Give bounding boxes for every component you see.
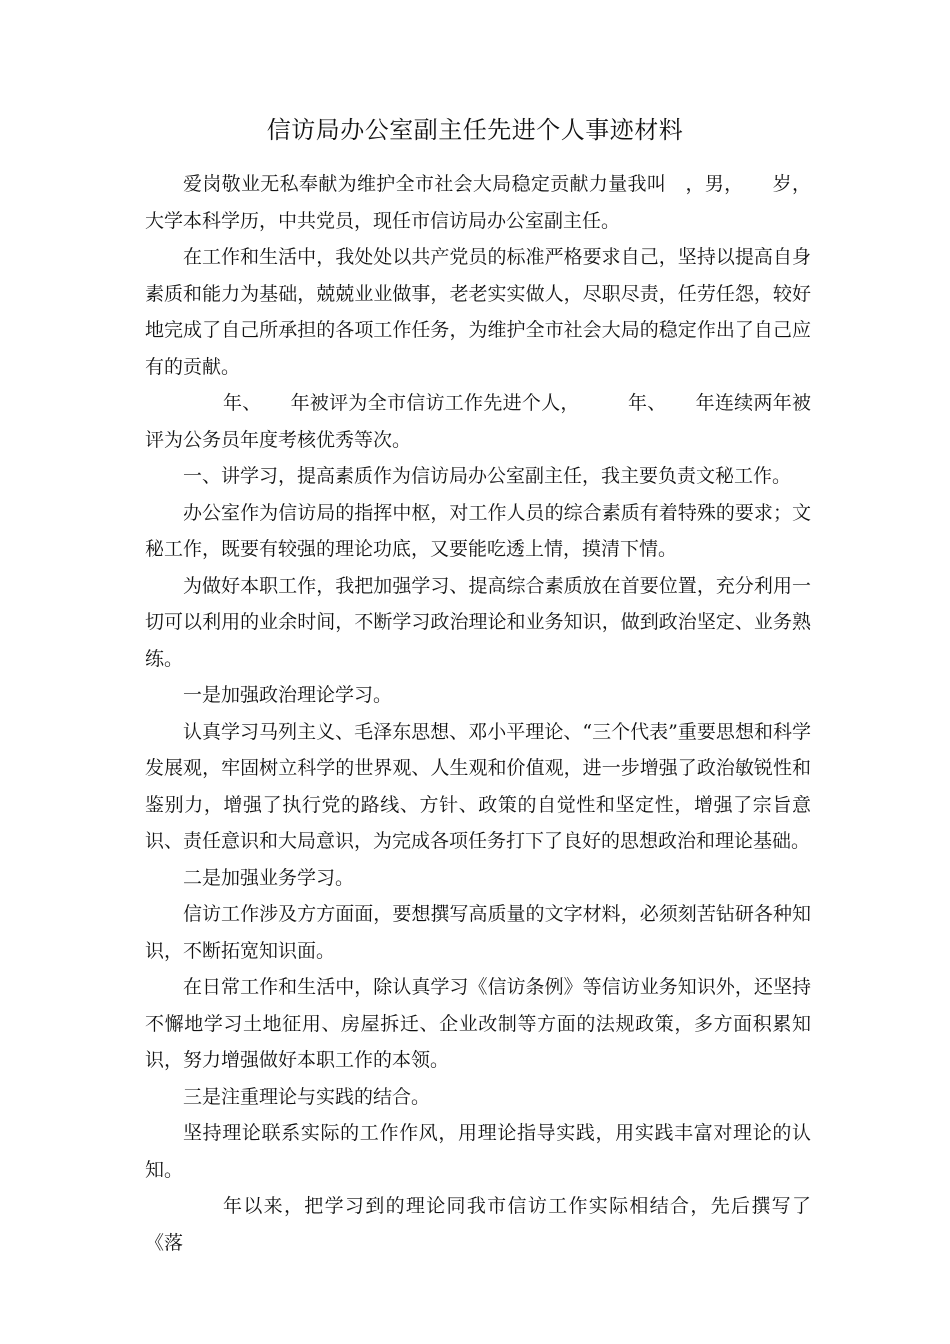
document-title: 信访局办公室副主任先进个人事迹材料: [266, 116, 684, 144]
paragraph-business-study: 信访工作涉及方方面面，要想撰写高质量的文字材料，必须刻苦钻研各种知识，不断拓宽知识面。: [145, 903, 811, 962]
paragraph-study-priority: 为做好本职工作，我把加强学习、提高综合素质放在首要位置，充分利用一切可以利用的业余时间，不断学习政治理论和业务知识，做到政治坚定、业务熟练。: [145, 574, 811, 670]
paragraph-honors: 年、 年被评为全市信访工作先进个人， 年、 年连续两年被评为公务员年度考核优秀等次。: [145, 392, 811, 451]
paragraph-intro: 爱岗敬业无私奉献为维护全市社会大局稳定贡献力量我叫 ，男， 岁，大学本科学历，中共党员，现任市信访局办公室副主任。: [145, 173, 811, 232]
paragraph-political-study-heading: 一是加强政治理论学习。: [183, 684, 393, 706]
paragraph-writings: 年以来，把学习到的理论同我市信访工作实际相结合，先后撰写了《落: [145, 1195, 811, 1254]
paragraph-section-one-heading: 一、讲学习，提高素质作为信访局办公室副主任，我主要负责文秘工作。: [183, 465, 792, 487]
paragraph-theory-practice: 坚持理论联系实际的工作作风，用理论指导实践，用实践丰富对理论的认知。: [145, 1122, 811, 1181]
document-body: [145, 166, 811, 1261]
paragraph-business-study-heading: 二是加强业务学习。: [183, 866, 355, 889]
paragraph-theory-practice-heading: 三是注重理论与实践的结合。: [183, 1085, 431, 1108]
paragraph-regulations-study: 在日常工作和生活中，除认真学习《信访条例》等信访业务知识外，还坚持不懈地学习土地征用、房屋拆迁、企业改制等方面的法规政策，多方面积累知识，努力增强做好本职工作的本领。: [145, 976, 811, 1071]
paragraph-political-study: 认真学习马列主义、毛泽东思想、邓小平理论、“三个代表”重要思想和科学发展观，牢固树立科学的世界观、人生观和价值观，进一步增强了政治敏锐性和鉴别力，增强了执行党的路线、方针、政策的自觉性和坚定性，增强了宗旨意识、责任意识和大局意识，为完成各项任务打下了良好的思想政治和理论基础。: [145, 720, 811, 852]
paragraph-office-role: 办公室作为信访局的指挥中枢，对工作人员的综合素质有着特殊的要求；文秘工作，既要有较强的理论功底，又要能吃透上情，摸清下情。: [145, 501, 811, 560]
paragraph-self-discipline: 在工作和生活中，我处处以共产党员的标准严格要求自己，坚持以提高自身素质和能力为基础，兢兢业业做事，老老实实做人，尽职尽责，任劳任怨，较好地完成了自己所承担的各项工作任务，为维护全市社会大局的稳定作出了自己应有的贡献。: [145, 246, 811, 378]
